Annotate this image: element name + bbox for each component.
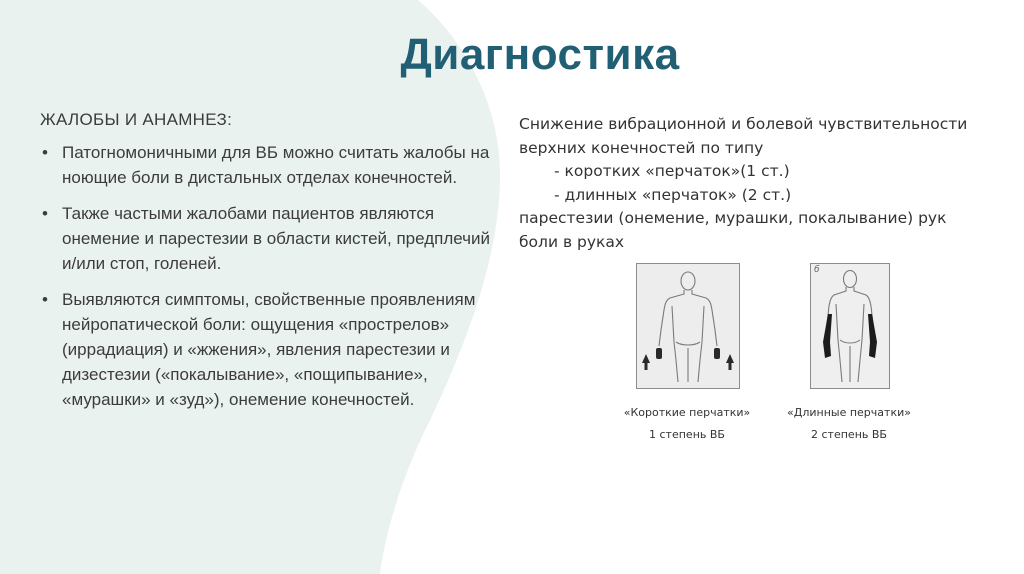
- caption-degree: 2 степень ВБ: [811, 428, 887, 441]
- short-gloves-caption: [602, 402, 772, 446]
- caption-degree: 1 степень ВБ: [649, 428, 725, 441]
- list-item: [40, 287, 498, 412]
- caption-name: «Длинные перчатки»: [787, 406, 911, 419]
- list-item: [40, 201, 498, 276]
- bullet-icon: •: [42, 143, 48, 162]
- bullet-icon: •: [42, 204, 48, 223]
- figure-text: [519, 113, 967, 254]
- page-title: Диагностика: [400, 30, 680, 79]
- figure-line: Снижение вибрационной и болевой чувствительности: [519, 115, 968, 133]
- figure-line: - коротких «перчаток»(1 ст.): [554, 162, 790, 180]
- body-outline-icon: [811, 264, 889, 388]
- complaints-list: [40, 140, 498, 412]
- figure-line: парестезии (онемение, мурашки, покалывание) рук: [519, 209, 947, 227]
- figure-line: - длинных «перчаток» (2 ст.): [554, 185, 792, 204]
- list-item-text: Выявляются симптомы, свойственные проявлениям нейропатической боли: ощущения «прострелов» (иррадиация) и «жжения», явления парестезии и дизестезии («покалывание», «пощипывание», «мурашки» и «зуд»), онемение конечностей.: [62, 290, 476, 409]
- panel-letter: б: [814, 264, 820, 274]
- long-gloves-caption: [774, 402, 924, 446]
- figure-line: верхних конечностей по типу: [519, 138, 764, 157]
- body-outline-icon: [637, 264, 739, 388]
- long-gloves-illustration: [810, 263, 890, 389]
- list-item-text: Патогномоничными для ВБ можно считать жалобы на ноющие боли в дистальных отделах конечностей.: [62, 143, 490, 187]
- bullet-icon: •: [42, 290, 48, 309]
- list-item: [40, 140, 498, 190]
- gloves-figure: [512, 106, 1020, 446]
- list-item-text: Также частыми жалобами пациентов являются онемение и парестезии в области кистей, предплечий и/или стоп, голеней.: [62, 204, 490, 273]
- short-gloves-illustration: [636, 263, 740, 389]
- complaints-section: [40, 110, 498, 423]
- figure-line: боли в руках: [519, 232, 625, 251]
- complaints-heading: ЖАЛОБЫ И АНАМНЕЗ:: [40, 110, 233, 129]
- caption-name: «Короткие перчатки»: [623, 406, 751, 419]
